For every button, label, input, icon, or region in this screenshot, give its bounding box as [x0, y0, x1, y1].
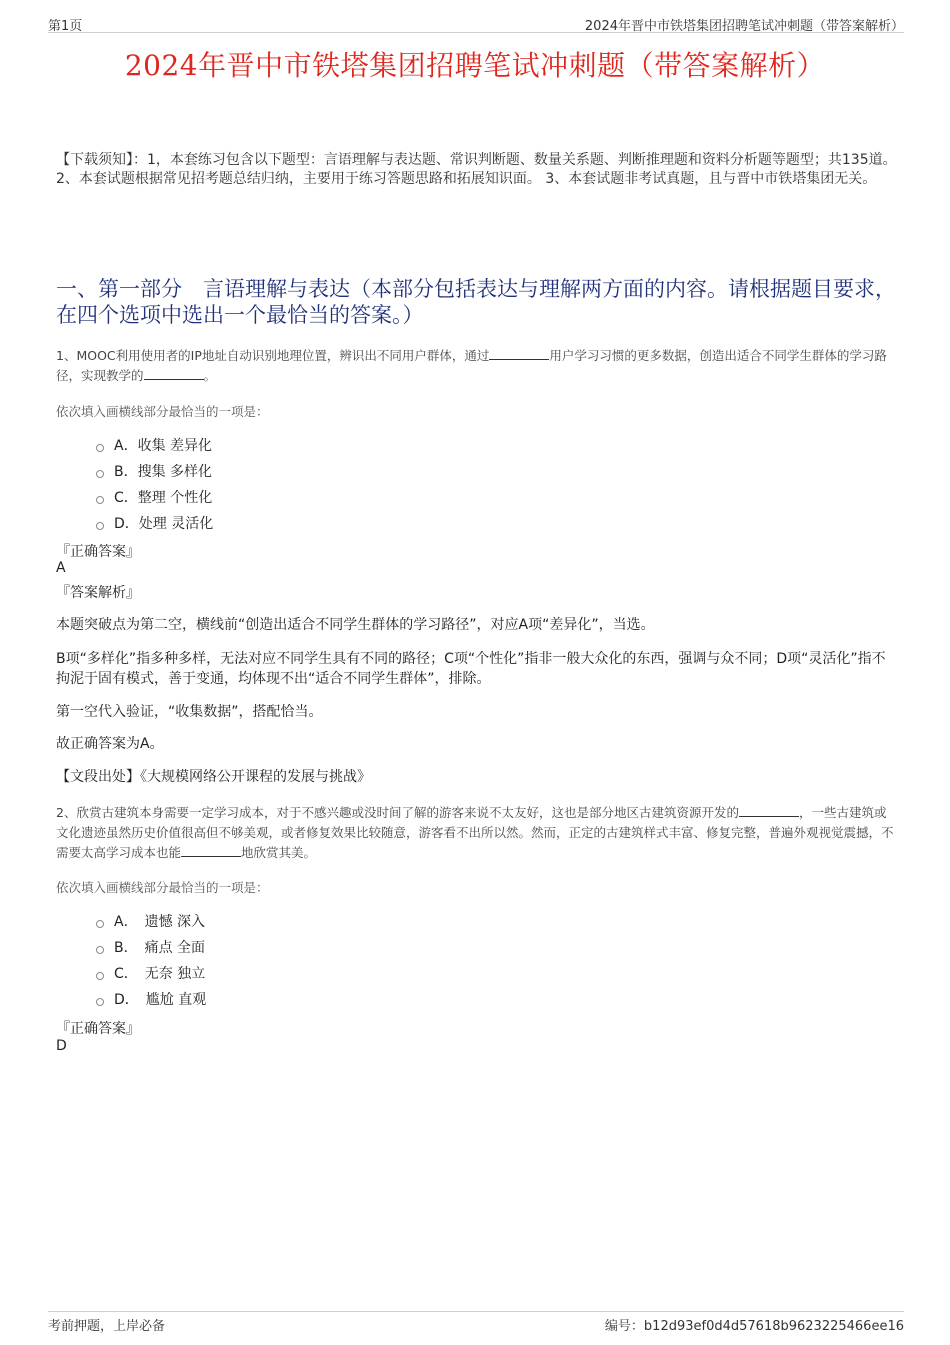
- option-label: A． 遗憾 深入: [114, 914, 206, 930]
- document-title: 2024年晋中市铁塔集团招聘笔试冲刺题（带答案解析）: [124, 49, 826, 82]
- radio-icon[interactable]: [96, 920, 104, 928]
- question-1-text-part-a: 1、MOOC利用使用者的IP地址自动识别地理位置，辨识出不同用户群体，通过: [56, 348, 490, 363]
- radio-icon[interactable]: [96, 470, 104, 478]
- question-1-option-d[interactable]: [96, 510, 213, 536]
- option-label: D． 尴尬 直观: [114, 992, 207, 1008]
- footer-slogan: 考前押题，上岸必备: [48, 1319, 166, 1334]
- option-label: D．处理 灵活化: [114, 516, 214, 532]
- question-1-analysis-para-2: B项“多样化”指多种多样，无法对应不同学生具有不同的路径；C项“个性化”指非一般大众化的东西，强调与众不同；D项“灵活化”指不拘泥于固有模式，善于变通，均体现不出“适合不同学生群体”，排除。: [56, 651, 886, 687]
- radio-icon[interactable]: [96, 998, 104, 1006]
- question-1-blank-2: [144, 367, 204, 380]
- header-doc-title: 2024年晋中市铁塔集团招聘笔试冲刺题（带答案解析）: [584, 19, 904, 34]
- radio-icon[interactable]: [96, 444, 104, 452]
- option-label: B． 痛点 全面: [114, 940, 206, 956]
- option-label: B．搜集 多样化: [114, 464, 213, 480]
- question-1-blank-1: [489, 347, 549, 360]
- radio-icon[interactable]: [96, 496, 104, 504]
- footer-doc-id: 编号：b12d93ef0d4d57618b9623225466ee16: [604, 1319, 904, 1334]
- question-1-text: [56, 346, 898, 386]
- question-1-option-c[interactable]: [96, 484, 213, 510]
- question-2-text-part-c: 地欣赏其美。: [241, 845, 317, 860]
- question-1-analysis-para-1: 本题突破点为第二空，横线前“创造出适合不同学生群体的学习路径”，对应A项“差异化”，当选。: [56, 617, 655, 633]
- question-1-option-a[interactable]: [96, 432, 213, 458]
- question-2-answer: D: [56, 1038, 67, 1054]
- question-1-text-part-c: 。: [203, 368, 217, 383]
- radio-icon[interactable]: [96, 946, 104, 954]
- question-1-options: [96, 432, 213, 536]
- question-2-answer-label: 『正确答案』: [56, 1021, 140, 1037]
- question-2-option-a[interactable]: [96, 908, 206, 934]
- question-1-source: 【文段出处】《大规模网络公开课程的发展与挑战》: [56, 769, 371, 785]
- question-2-options: [96, 908, 206, 1012]
- question-2-option-d[interactable]: [96, 986, 206, 1012]
- question-1-analysis-para-4: 故正确答案为A。: [56, 736, 164, 752]
- question-1-analysis-label: 『答案解析』: [56, 585, 140, 601]
- question-1-prompt: 依次填入画横线部分最恰当的一项是：: [56, 404, 269, 419]
- page-number: 第1页: [48, 19, 83, 34]
- page-footer: [48, 1311, 904, 1334]
- question-2-blank-2: [181, 844, 241, 857]
- question-2-text: [56, 803, 898, 863]
- radio-icon[interactable]: [96, 522, 104, 530]
- question-1-text-part-b: 用户学习习惯的更多数据，创造出适合不同学生群体的学习路径，实现教学的: [56, 348, 887, 383]
- download-notice: 【下载须知】：1，本套练习包含以下题型：言语理解与表达题、常识判断题、数量关系题、判断推理题和资料分析题等题型；共135道。 2、本套试题根据常见招考题总结归纳，主要用于练习答题思路和拓展知识面。 3、本套试题非考试真题，且与晋中市铁塔集团无关。: [56, 152, 897, 187]
- question-1-option-b[interactable]: [96, 458, 213, 484]
- question-1-analysis-para-3: 第一空代入验证，“收集数据”，搭配恰当。: [56, 704, 323, 720]
- question-2-option-c[interactable]: [96, 960, 206, 986]
- question-2-prompt: 依次填入画横线部分最恰当的一项是：: [56, 880, 269, 895]
- option-label: A．收集 差异化: [114, 438, 213, 454]
- question-1-answer-label: 『正确答案』: [56, 544, 140, 560]
- question-2-option-b[interactable]: [96, 934, 206, 960]
- option-label: C．整理 个性化: [114, 490, 213, 506]
- question-1-answer: A: [56, 560, 66, 576]
- radio-icon[interactable]: [96, 972, 104, 980]
- question-2-text-part-b: ，一些古建筑或文化遗迹虽然历史价值很高但不够美观，或者修复效果比较随意，游客看不出所以然。然而，正定的古建筑样式丰富、修复完整，普遍外观视觉震撼，不需要太高学习成本也能: [56, 805, 894, 860]
- question-2-blank-1: [739, 804, 799, 817]
- option-label: C． 无奈 独立: [114, 966, 206, 982]
- question-2-text-part-a: 2、欣赏古建筑本身需要一定学习成本，对于不感兴趣或没时间了解的游客来说不太友好，这也是部分地区古建筑资源开发的: [56, 805, 739, 820]
- section-heading: 一、第一部分 言语理解与表达（本部分包括表达与理解两方面的内容。请根据题目要求，在四个选项中选出一个最恰当的答案。）: [56, 277, 896, 327]
- page-header: [48, 14, 904, 33]
